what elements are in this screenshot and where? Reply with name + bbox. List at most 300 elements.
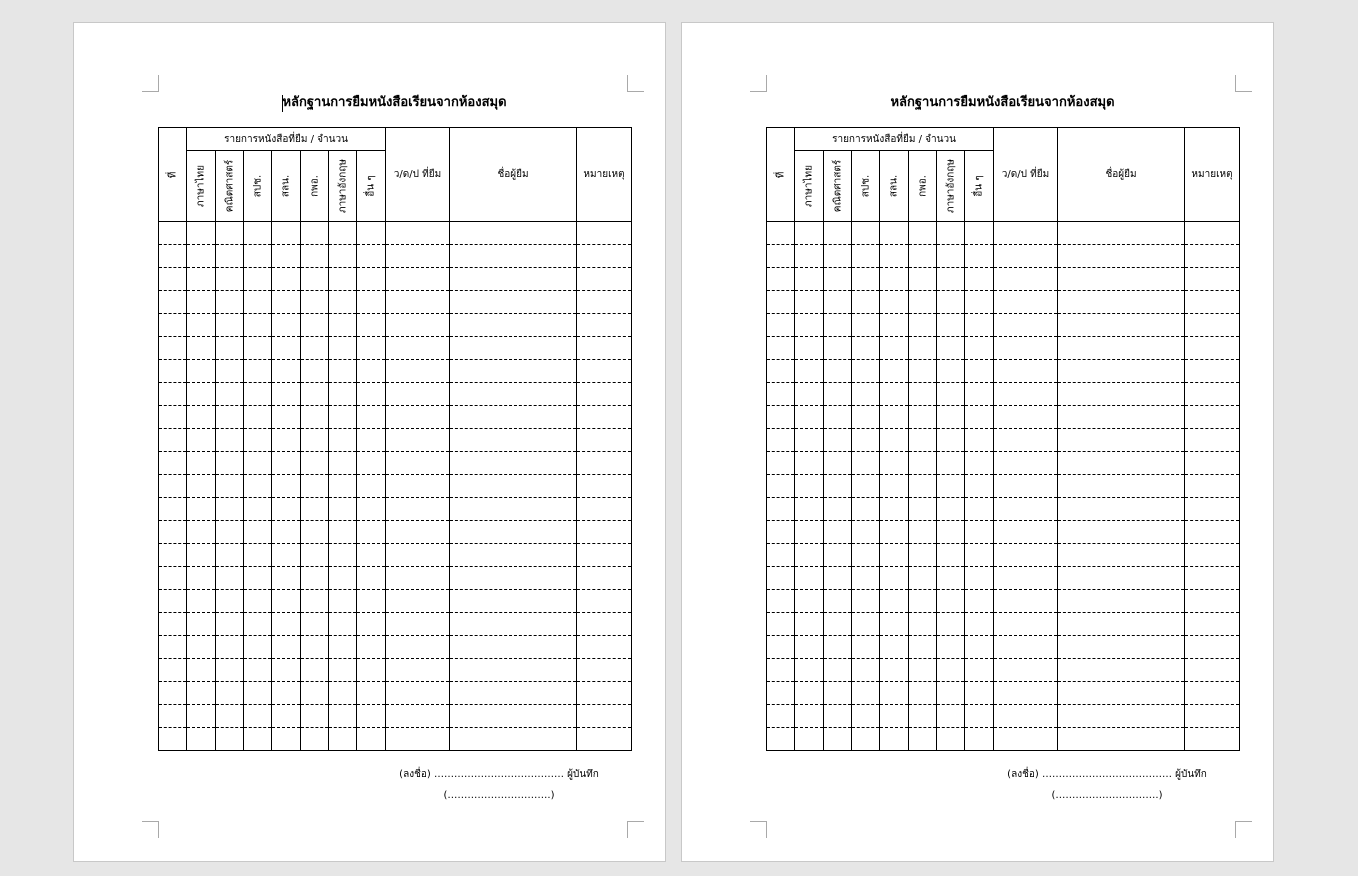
table-cell[interactable] xyxy=(852,567,880,590)
table-cell[interactable] xyxy=(767,314,795,337)
table-cell[interactable] xyxy=(1058,222,1185,245)
table-cell[interactable] xyxy=(357,360,386,383)
table-cell[interactable] xyxy=(852,268,880,291)
table-cell[interactable] xyxy=(357,728,386,751)
table-cell[interactable] xyxy=(301,383,329,406)
table-cell[interactable] xyxy=(450,337,577,360)
table-cell[interactable] xyxy=(994,567,1058,590)
table-cell[interactable] xyxy=(357,268,386,291)
table-cell[interactable] xyxy=(244,498,272,521)
table-cell[interactable] xyxy=(272,521,301,544)
table-cell[interactable] xyxy=(909,567,937,590)
table-cell[interactable] xyxy=(937,498,965,521)
table-cell[interactable] xyxy=(965,337,994,360)
table-cell[interactable] xyxy=(301,452,329,475)
table-cell[interactable] xyxy=(187,452,216,475)
table-cell[interactable] xyxy=(187,636,216,659)
table-cell[interactable] xyxy=(272,291,301,314)
table-cell[interactable] xyxy=(965,636,994,659)
table-cell[interactable] xyxy=(329,222,357,245)
table-cell[interactable] xyxy=(1058,452,1185,475)
table-cell[interactable] xyxy=(880,360,909,383)
table-cell[interactable] xyxy=(301,567,329,590)
table-cell[interactable] xyxy=(909,268,937,291)
table-cell[interactable] xyxy=(216,521,244,544)
table-cell[interactable] xyxy=(1185,360,1240,383)
table-cell[interactable] xyxy=(577,544,632,567)
table-cell[interactable] xyxy=(450,475,577,498)
table-cell[interactable] xyxy=(824,245,852,268)
table-cell[interactable] xyxy=(216,636,244,659)
table-cell[interactable] xyxy=(1185,682,1240,705)
table-cell[interactable] xyxy=(994,337,1058,360)
table-cell[interactable] xyxy=(216,222,244,245)
table-cell[interactable] xyxy=(329,337,357,360)
table-cell[interactable] xyxy=(852,728,880,751)
table-cell[interactable] xyxy=(386,521,450,544)
table-cell[interactable] xyxy=(329,728,357,751)
table-cell[interactable] xyxy=(909,291,937,314)
table-cell[interactable] xyxy=(767,659,795,682)
table-cell[interactable] xyxy=(1185,383,1240,406)
table-cell[interactable] xyxy=(357,452,386,475)
table-cell[interactable] xyxy=(852,682,880,705)
borrow-record-table[interactable] xyxy=(158,127,632,751)
table-cell[interactable] xyxy=(824,383,852,406)
table-cell[interactable] xyxy=(880,268,909,291)
table-cell[interactable] xyxy=(187,406,216,429)
table-cell[interactable] xyxy=(244,544,272,567)
table-cell[interactable] xyxy=(880,544,909,567)
table-cell[interactable] xyxy=(1185,498,1240,521)
table-cell[interactable] xyxy=(1058,521,1185,544)
table-cell[interactable] xyxy=(159,728,187,751)
table-cell[interactable] xyxy=(994,429,1058,452)
table-cell[interactable] xyxy=(909,383,937,406)
table-cell[interactable] xyxy=(1058,245,1185,268)
table-cell[interactable] xyxy=(577,406,632,429)
table-cell[interactable] xyxy=(272,268,301,291)
table-cell[interactable] xyxy=(386,659,450,682)
table-cell[interactable] xyxy=(159,360,187,383)
table-cell[interactable] xyxy=(767,222,795,245)
table-cell[interactable] xyxy=(1058,383,1185,406)
table-cell[interactable] xyxy=(937,383,965,406)
table-cell[interactable] xyxy=(329,452,357,475)
table-cell[interactable] xyxy=(1185,728,1240,751)
table-cell[interactable] xyxy=(357,682,386,705)
table-cell[interactable] xyxy=(994,314,1058,337)
table-cell[interactable] xyxy=(187,498,216,521)
table-cell[interactable] xyxy=(767,245,795,268)
table-cell[interactable] xyxy=(329,659,357,682)
table-cell[interactable] xyxy=(329,567,357,590)
table-cell[interactable] xyxy=(880,682,909,705)
table-cell[interactable] xyxy=(577,245,632,268)
table-cell[interactable] xyxy=(994,360,1058,383)
table-cell[interactable] xyxy=(1058,360,1185,383)
table-cell[interactable] xyxy=(994,498,1058,521)
table-cell[interactable] xyxy=(450,383,577,406)
table-cell[interactable] xyxy=(272,337,301,360)
table-cell[interactable] xyxy=(880,337,909,360)
table-cell[interactable] xyxy=(965,498,994,521)
table-cell[interactable] xyxy=(301,360,329,383)
table-cell[interactable] xyxy=(386,636,450,659)
table-cell[interactable] xyxy=(216,452,244,475)
table-cell[interactable] xyxy=(577,291,632,314)
table-cell[interactable] xyxy=(357,245,386,268)
table-cell[interactable] xyxy=(824,268,852,291)
table-cell[interactable] xyxy=(965,613,994,636)
table-cell[interactable] xyxy=(824,429,852,452)
table-cell[interactable] xyxy=(301,682,329,705)
table-cell[interactable] xyxy=(450,613,577,636)
table-cell[interactable] xyxy=(386,337,450,360)
table-cell[interactable] xyxy=(852,705,880,728)
table-cell[interactable] xyxy=(994,452,1058,475)
table-cell[interactable] xyxy=(852,314,880,337)
table-cell[interactable] xyxy=(909,314,937,337)
table-cell[interactable] xyxy=(301,268,329,291)
table-cell[interactable] xyxy=(187,360,216,383)
table-cell[interactable] xyxy=(577,567,632,590)
table-cell[interactable] xyxy=(386,705,450,728)
table-cell[interactable] xyxy=(965,429,994,452)
table-cell[interactable] xyxy=(795,452,824,475)
table-cell[interactable] xyxy=(1185,613,1240,636)
table-cell[interactable] xyxy=(272,682,301,705)
table-cell[interactable] xyxy=(159,544,187,567)
table-cell[interactable] xyxy=(187,659,216,682)
table-cell[interactable] xyxy=(357,567,386,590)
table-cell[interactable] xyxy=(577,590,632,613)
table-cell[interactable] xyxy=(329,521,357,544)
table-cell[interactable] xyxy=(450,590,577,613)
table-cell[interactable] xyxy=(909,682,937,705)
table-cell[interactable] xyxy=(272,728,301,751)
table-cell[interactable] xyxy=(937,291,965,314)
table-cell[interactable] xyxy=(386,314,450,337)
table-cell[interactable] xyxy=(301,475,329,498)
table-cell[interactable] xyxy=(880,613,909,636)
table-cell[interactable] xyxy=(187,544,216,567)
signer-name-line[interactable]: (………………………….) xyxy=(443,790,555,801)
table-cell[interactable] xyxy=(159,498,187,521)
table-cell[interactable] xyxy=(880,728,909,751)
table-cell[interactable] xyxy=(909,521,937,544)
table-cell[interactable] xyxy=(880,498,909,521)
table-cell[interactable] xyxy=(159,705,187,728)
table-cell[interactable] xyxy=(965,291,994,314)
table-cell[interactable] xyxy=(795,682,824,705)
table-cell[interactable] xyxy=(577,659,632,682)
table-cell[interactable] xyxy=(994,544,1058,567)
table-cell[interactable] xyxy=(1185,406,1240,429)
table-cell[interactable] xyxy=(824,682,852,705)
table-cell[interactable] xyxy=(301,314,329,337)
table-cell[interactable] xyxy=(244,475,272,498)
table-cell[interactable] xyxy=(909,705,937,728)
table-cell[interactable] xyxy=(795,429,824,452)
table-cell[interactable] xyxy=(880,429,909,452)
table-cell[interactable] xyxy=(244,452,272,475)
table-cell[interactable] xyxy=(272,222,301,245)
table-cell[interactable] xyxy=(450,567,577,590)
table-cell[interactable] xyxy=(1058,291,1185,314)
table-cell[interactable] xyxy=(937,682,965,705)
table-cell[interactable] xyxy=(272,590,301,613)
table-cell[interactable] xyxy=(301,222,329,245)
table-cell[interactable] xyxy=(244,268,272,291)
table-cell[interactable] xyxy=(795,705,824,728)
table-cell[interactable] xyxy=(824,498,852,521)
table-cell[interactable] xyxy=(386,498,450,521)
table-cell[interactable] xyxy=(329,429,357,452)
table-cell[interactable] xyxy=(1058,659,1185,682)
table-cell[interactable] xyxy=(994,406,1058,429)
table-cell[interactable] xyxy=(187,728,216,751)
table-cell[interactable] xyxy=(767,544,795,567)
table-cell[interactable] xyxy=(386,406,450,429)
table-cell[interactable] xyxy=(450,360,577,383)
table-cell[interactable] xyxy=(301,705,329,728)
table-cell[interactable] xyxy=(767,567,795,590)
table-cell[interactable] xyxy=(767,406,795,429)
signer-name-line[interactable]: (………………………….) xyxy=(1051,790,1163,801)
table-cell[interactable] xyxy=(795,314,824,337)
table-cell[interactable] xyxy=(216,659,244,682)
table-cell[interactable] xyxy=(329,245,357,268)
table-cell[interactable] xyxy=(244,636,272,659)
table-cell[interactable] xyxy=(577,636,632,659)
table-cell[interactable] xyxy=(329,682,357,705)
table-cell[interactable] xyxy=(386,590,450,613)
table-cell[interactable] xyxy=(909,498,937,521)
table-cell[interactable] xyxy=(357,429,386,452)
table-cell[interactable] xyxy=(880,452,909,475)
table-cell[interactable] xyxy=(1058,728,1185,751)
table-cell[interactable] xyxy=(450,498,577,521)
table-cell[interactable] xyxy=(767,521,795,544)
table-cell[interactable] xyxy=(909,475,937,498)
table-cell[interactable] xyxy=(937,567,965,590)
table-cell[interactable] xyxy=(965,245,994,268)
table-cell[interactable] xyxy=(244,383,272,406)
table-cell[interactable] xyxy=(357,222,386,245)
table-cell[interactable] xyxy=(357,705,386,728)
table-cell[interactable] xyxy=(965,521,994,544)
table-cell[interactable] xyxy=(824,544,852,567)
table-cell[interactable] xyxy=(767,728,795,751)
table-cell[interactable] xyxy=(386,544,450,567)
table-cell[interactable] xyxy=(386,245,450,268)
table-cell[interactable] xyxy=(301,245,329,268)
table-cell[interactable] xyxy=(577,268,632,291)
table-cell[interactable] xyxy=(795,613,824,636)
table-cell[interactable] xyxy=(244,728,272,751)
table-cell[interactable] xyxy=(357,291,386,314)
table-cell[interactable] xyxy=(852,659,880,682)
table-cell[interactable] xyxy=(159,406,187,429)
table-cell[interactable] xyxy=(272,383,301,406)
table-cell[interactable] xyxy=(187,475,216,498)
table-cell[interactable] xyxy=(329,291,357,314)
table-cell[interactable] xyxy=(852,475,880,498)
table-cell[interactable] xyxy=(187,314,216,337)
table-cell[interactable] xyxy=(159,314,187,337)
table-cell[interactable] xyxy=(994,268,1058,291)
table-cell[interactable] xyxy=(795,406,824,429)
table-cell[interactable] xyxy=(852,360,880,383)
table-cell[interactable] xyxy=(357,383,386,406)
table-cell[interactable] xyxy=(329,268,357,291)
table-cell[interactable] xyxy=(450,728,577,751)
table-cell[interactable] xyxy=(965,682,994,705)
table-cell[interactable] xyxy=(767,498,795,521)
table-cell[interactable] xyxy=(187,590,216,613)
table-cell[interactable] xyxy=(937,544,965,567)
table-cell[interactable] xyxy=(965,222,994,245)
table-cell[interactable] xyxy=(301,406,329,429)
table-cell[interactable] xyxy=(937,636,965,659)
table-cell[interactable] xyxy=(159,268,187,291)
table-cell[interactable] xyxy=(450,659,577,682)
table-cell[interactable] xyxy=(852,291,880,314)
table-cell[interactable] xyxy=(965,475,994,498)
table-cell[interactable] xyxy=(329,406,357,429)
table-cell[interactable] xyxy=(577,429,632,452)
table-cell[interactable] xyxy=(386,475,450,498)
table-cell[interactable] xyxy=(1058,429,1185,452)
table-cell[interactable] xyxy=(159,636,187,659)
table-cell[interactable] xyxy=(767,383,795,406)
table-cell[interactable] xyxy=(1185,590,1240,613)
table-cell[interactable] xyxy=(216,613,244,636)
table-cell[interactable] xyxy=(852,544,880,567)
table-cell[interactable] xyxy=(244,429,272,452)
table-cell[interactable] xyxy=(909,544,937,567)
table-cell[interactable] xyxy=(795,567,824,590)
table-cell[interactable] xyxy=(577,498,632,521)
table-cell[interactable] xyxy=(795,475,824,498)
table-cell[interactable] xyxy=(159,383,187,406)
table-cell[interactable] xyxy=(301,291,329,314)
table-cell[interactable] xyxy=(301,521,329,544)
table-cell[interactable] xyxy=(216,567,244,590)
table-cell[interactable] xyxy=(450,268,577,291)
table-cell[interactable] xyxy=(994,245,1058,268)
table-cell[interactable] xyxy=(994,613,1058,636)
table-cell[interactable] xyxy=(965,590,994,613)
table-cell[interactable] xyxy=(994,475,1058,498)
table-cell[interactable] xyxy=(577,337,632,360)
table-cell[interactable] xyxy=(852,406,880,429)
table-cell[interactable] xyxy=(216,728,244,751)
table-cell[interactable] xyxy=(767,682,795,705)
table-cell[interactable] xyxy=(909,636,937,659)
table-cell[interactable] xyxy=(965,360,994,383)
table-cell[interactable] xyxy=(767,636,795,659)
table-cell[interactable] xyxy=(272,452,301,475)
page-title[interactable]: หลักฐานการยืมหนังสือเรียนจากห้องสมุด xyxy=(890,95,1115,110)
table-cell[interactable] xyxy=(216,406,244,429)
table-cell[interactable] xyxy=(767,705,795,728)
table-cell[interactable] xyxy=(301,659,329,682)
table-cell[interactable] xyxy=(386,567,450,590)
table-cell[interactable] xyxy=(937,314,965,337)
table-cell[interactable] xyxy=(795,728,824,751)
table-cell[interactable] xyxy=(187,245,216,268)
table-cell[interactable] xyxy=(824,337,852,360)
table-cell[interactable] xyxy=(577,383,632,406)
table-cell[interactable] xyxy=(937,659,965,682)
table-cell[interactable] xyxy=(577,613,632,636)
table-cell[interactable] xyxy=(880,659,909,682)
table-cell[interactable] xyxy=(216,337,244,360)
table-cell[interactable] xyxy=(187,521,216,544)
table-cell[interactable] xyxy=(880,590,909,613)
table-cell[interactable] xyxy=(329,314,357,337)
table-cell[interactable] xyxy=(244,567,272,590)
table-cell[interactable] xyxy=(994,222,1058,245)
table-cell[interactable] xyxy=(357,659,386,682)
table-cell[interactable] xyxy=(880,291,909,314)
table-cell[interactable] xyxy=(767,452,795,475)
table-cell[interactable] xyxy=(1185,521,1240,544)
table-cell[interactable] xyxy=(937,337,965,360)
table-cell[interactable] xyxy=(1058,498,1185,521)
table-cell[interactable] xyxy=(159,590,187,613)
table-cell[interactable] xyxy=(187,705,216,728)
table-cell[interactable] xyxy=(329,613,357,636)
table-cell[interactable] xyxy=(386,291,450,314)
table-cell[interactable] xyxy=(329,498,357,521)
table-cell[interactable] xyxy=(187,613,216,636)
table-cell[interactable] xyxy=(1185,245,1240,268)
table-cell[interactable] xyxy=(244,337,272,360)
table-cell[interactable] xyxy=(1058,337,1185,360)
table-cell[interactable] xyxy=(216,360,244,383)
table-cell[interactable] xyxy=(1058,544,1185,567)
table-cell[interactable] xyxy=(244,360,272,383)
table-cell[interactable] xyxy=(1058,314,1185,337)
table-cell[interactable] xyxy=(159,337,187,360)
table-cell[interactable] xyxy=(880,222,909,245)
table-cell[interactable] xyxy=(450,521,577,544)
table-cell[interactable] xyxy=(216,682,244,705)
table-cell[interactable] xyxy=(1185,429,1240,452)
table-cell[interactable] xyxy=(216,705,244,728)
table-cell[interactable] xyxy=(824,705,852,728)
table-cell[interactable] xyxy=(216,475,244,498)
table-cell[interactable] xyxy=(216,429,244,452)
table-cell[interactable] xyxy=(450,222,577,245)
table-cell[interactable] xyxy=(216,383,244,406)
table-cell[interactable] xyxy=(937,521,965,544)
table-cell[interactable] xyxy=(386,383,450,406)
table-cell[interactable] xyxy=(159,222,187,245)
table-cell[interactable] xyxy=(272,544,301,567)
table-cell[interactable] xyxy=(301,590,329,613)
table-cell[interactable] xyxy=(450,291,577,314)
signature-line[interactable]: (ลงชื่อ) ………………………………… ผู้บันทึก xyxy=(399,769,599,780)
table-cell[interactable] xyxy=(577,222,632,245)
table-cell[interactable] xyxy=(187,337,216,360)
table-cell[interactable] xyxy=(386,268,450,291)
table-cell[interactable] xyxy=(880,521,909,544)
table-cell[interactable] xyxy=(824,314,852,337)
